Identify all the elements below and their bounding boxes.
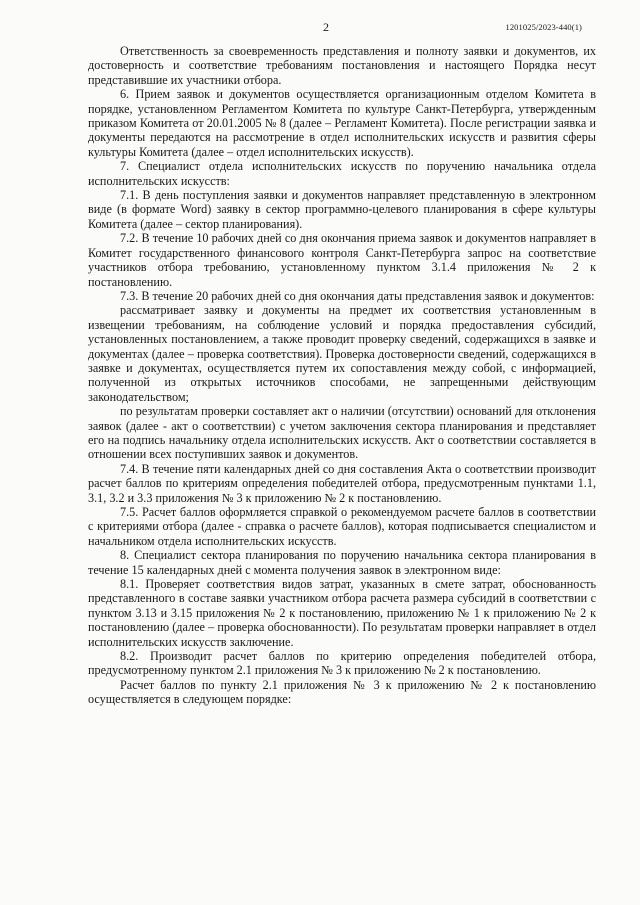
document-code: 1201025/2023-440(1): [505, 22, 582, 32]
paragraph-8-2: 8.2. Производит расчет баллов по критерию определения победителей отбора, предусмотренному пунктом 2.1 приложения № 3 к приложению № 2 к постановлению.: [88, 649, 596, 678]
paragraph-8: 8. Специалист сектора планирования по поручению начальника сектора планирования в течение 15 календарных дней с момента получения заявок в электронном виде:: [88, 548, 596, 577]
paragraph-7-3: 7.3. В течение 20 рабочих дней со дня окончания даты представления заявок и документов:: [120, 288, 595, 303]
document-body: [88, 44, 596, 707]
paragraph-7: 7. Специалист отдела исполнительских искусств по поручению начальника отдела исполнительских искусств:: [88, 159, 596, 188]
paragraph-7-1: 7.1. В день поступления заявки и документов направляет представленную в электронном виде (в формате Word) заявку в сектор программно-целевого планирования в сфере культуры Комитета (далее – сектор планирования).: [88, 188, 596, 231]
paragraph-7-3-review: рассматривает заявку и документы на предмет их соответствия установленным в извещении требованиям, на соблюдение условий и порядка предоставления субсидий, установленных постановлением, а также проводит проверку сведений, содержащихся в заявке и документах (далее – проверка соответствия). Проверка достоверности сведений, содержащихся в заявке и документах, осуществляется путем их сопоставления между собой, с информацией, полученной из открытых источников способами, не запрещенными действующим законодательством;: [88, 303, 596, 404]
paragraph-responsibility: Ответственность за своевременность представления и полноту заявки и документов, их достоверность и соответствие требованиям постановления и настоящего Порядка несут представившие их участники отбора.: [88, 44, 596, 87]
paragraph-7-3-act: по результатам проверки составляет акт о наличии (отсутствии) оснований для отклонения заявок (далее - акт о соответствии) с учетом заключения сектора планирования и представляет его на подпись начальнику отдела исполнительских искусств. Акт о соответствии составляется в отношении всех поступивших заявок и документов.: [88, 404, 596, 462]
paragraph-8-1: 8.1. Проверяет соответствия видов затрат, указанных в смете затрат, обоснованность представленного в составе заявки участником отбора расчета размера субсидий в соответствии с пунктом 3.13 и 3.15 приложения № 2 к постановлению, приложению № 1 к приложению № 2 к постановлению (далее – проверка обоснованности). По результатам проверки направляет в отдел исполнительских искусств заключение.: [88, 577, 596, 649]
page-number: 2: [323, 20, 329, 34]
paragraph-score-calculation: Расчет баллов по пункту 2.1 приложения № 3 к приложению № 2 к постановлению осуществляется в следующем порядке:: [88, 677, 596, 707]
paragraph-6: 6. Прием заявок и документов осуществляется организационным отделом Комитета в порядке, установленном Регламентом Комитета по культуре Санкт-Петербурга, утвержденным приказом Комитета от 20.01.2005 № 8 (далее – Регламент Комитета). После регистрации заявка и документы передаются на рассмотрение в отдел исполнительских искусств и развития сферы культуры Комитета (далее – отдел исполнительских искусств).: [88, 87, 596, 159]
paragraph-7-5: 7.5. Расчет баллов оформляется справкой о рекомендуемом расчете баллов в соответствии с критериями отбора (далее - справка о расчете баллов), которая подписывается специалистом и начальником отдела исполнительских искусств.: [88, 505, 596, 548]
paragraph-7-4: 7.4. В течение пяти календарных дней со дня составления Акта о соответствии производит расчет баллов по критериям определения победителей отбора, предусмотренным пунктами 1.1, 3.1, 3.2 и 3.3 приложения № 3 к приложению № 2 к постановлению.: [88, 461, 596, 505]
paragraph-7-2: 7.2. В течение 10 рабочих дней со дня окончания приема заявок и документов направляет в Комитет государственного финансового контроля Санкт-Петербурга запрос на соответствие участников отбора требованию, установленному пунктом 3.1.4 приложения № 2 к постановлению.: [88, 231, 596, 289]
